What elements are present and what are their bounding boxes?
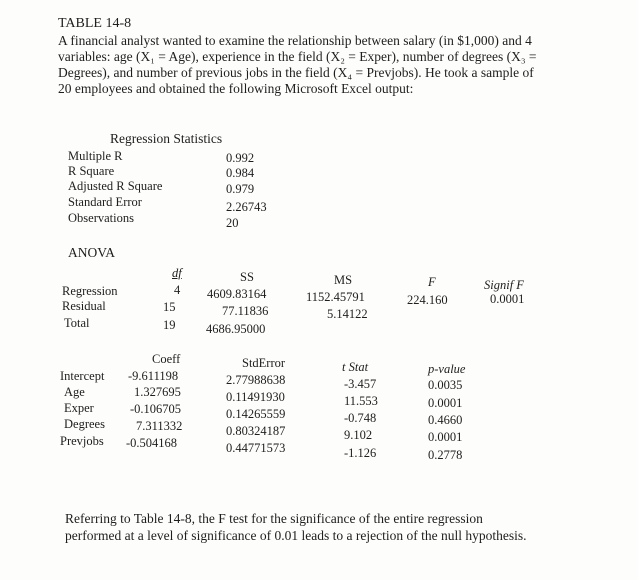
rs-value: 20 — [226, 216, 239, 230]
coef-tstat: -0.748 — [344, 411, 377, 425]
rs-label: R Square — [68, 164, 115, 178]
anova-header-signif-f: Signif F — [484, 278, 524, 292]
question-text — [65, 510, 605, 544]
rs-label: Adjusted R Square — [68, 179, 163, 193]
rs-label: Standard Error — [68, 195, 142, 209]
coef-value: 7.311332 — [136, 419, 183, 433]
anova-title: ANOVA — [68, 245, 116, 260]
coef-stderr: 0.11491930 — [226, 390, 285, 404]
coef-value: -0.106705 — [130, 402, 182, 416]
anova-signif-f: 0.0001 — [490, 292, 525, 306]
coef-pvalue: 0.2778 — [428, 448, 463, 462]
coef-stderr: 0.80324187 — [226, 424, 286, 438]
coef-pvalue: 0.0001 — [428, 396, 463, 410]
table-title: TABLE 14-8 — [58, 16, 132, 31]
intro-line: A financial analyst wanted to examine the relationship between salary (in $1,000) and 4 — [58, 33, 532, 48]
anova-row-label: Residual — [62, 299, 106, 313]
coef-row-label: Prevjobs — [60, 434, 104, 448]
question-line: performed at a level of significance of 0.01 leads to a rejection of the null hypothesis. — [65, 528, 527, 543]
anova-header-f: F — [428, 275, 436, 289]
anova-df: 19 — [163, 318, 176, 332]
regression-statistics-title: Regression Statistics — [110, 131, 223, 146]
coeff-header: Coeff — [152, 352, 181, 366]
anova-df: 4 — [174, 283, 181, 297]
stderr-header: StdError — [242, 356, 286, 370]
question-line: Referring to Table 14-8, the F test for the significance of the entire regression — [65, 511, 483, 526]
anova-df: 15 — [163, 300, 176, 314]
tstat-header: t Stat — [342, 360, 369, 374]
anova-ss: 4686.95000 — [206, 322, 266, 336]
coef-value: -0.504168 — [126, 436, 178, 450]
anova-header-ms: MS — [334, 273, 353, 287]
coef-pvalue: 0.4660 — [428, 413, 463, 427]
rs-value: 0.992 — [226, 151, 255, 165]
anova-header-ss: SS — [240, 270, 254, 284]
coef-stderr: 0.14265559 — [226, 407, 286, 421]
rs-value: 0.979 — [226, 182, 255, 196]
coef-stderr: 2.77988638 — [226, 373, 286, 387]
anova-ms: 1152.45791 — [306, 290, 365, 304]
coef-value: -9.611198 — [128, 369, 179, 383]
rs-value: 2.26743 — [226, 200, 267, 214]
coef-stderr: 0.44771573 — [226, 441, 286, 455]
coef-tstat: 9.102 — [344, 428, 373, 442]
coef-row-label: Age — [64, 385, 85, 399]
coef-row-label: Intercept — [60, 369, 105, 383]
coef-value: 1.327695 — [134, 385, 181, 399]
anova-header-df: df — [172, 266, 182, 280]
pvalue-header: p-value — [428, 362, 466, 376]
anova-ss: 77.11836 — [222, 304, 269, 318]
coef-row-label: Degrees — [64, 417, 105, 431]
coef-row-label: Exper — [64, 401, 94, 415]
problem-statement — [58, 33, 614, 97]
coef-pvalue: 0.0035 — [428, 378, 463, 392]
coef-tstat: 11.553 — [344, 394, 378, 408]
rs-label: Multiple R — [68, 149, 123, 163]
coef-tstat: -1.126 — [344, 446, 377, 460]
anova-row-label: Total — [64, 316, 90, 330]
rs-value: 0.984 — [226, 166, 255, 180]
anova-f: 224.160 — [407, 293, 448, 307]
coef-tstat: -3.457 — [344, 377, 377, 391]
intro-line: variables: age (X₁ = Age), experience in the field (X₂ = Exper), number of degrees (X₃ = — [58, 49, 537, 64]
anova-row-label: Regression — [62, 284, 118, 298]
anova-ss: 4609.83164 — [207, 287, 267, 301]
intro-line: 20 employees and obtained the following Microsoft Excel output: — [58, 81, 414, 96]
coef-pvalue: 0.0001 — [428, 430, 463, 444]
rs-label: Observations — [68, 211, 134, 225]
intro-line: Degrees), and number of previous jobs in the field (X₄ = Prevjobs). He took a sample of — [58, 65, 534, 80]
anova-ms: 5.14122 — [327, 307, 368, 321]
